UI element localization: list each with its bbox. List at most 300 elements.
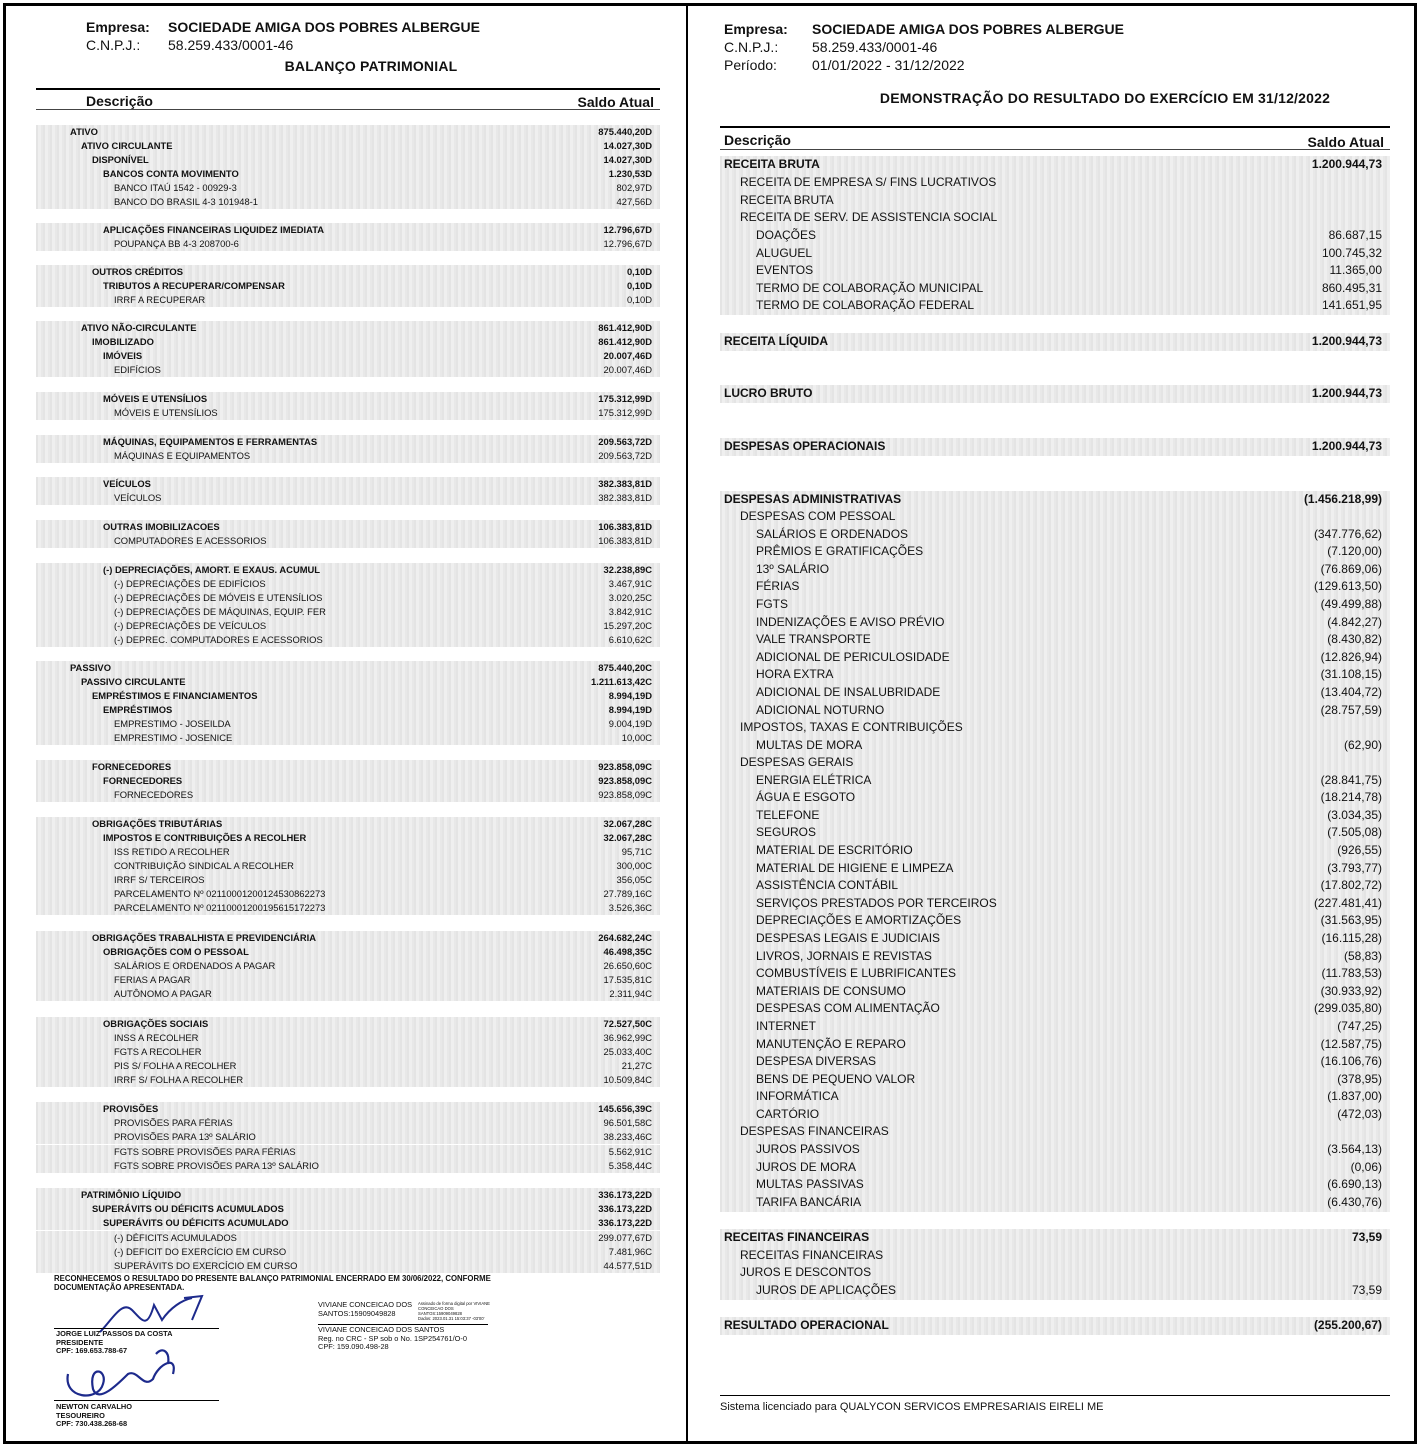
treasurer-block bbox=[56, 1403, 132, 1429]
row-description: CONTRIBUIÇÃO SINDICAL A RECOLHER bbox=[114, 860, 294, 871]
row-balance: 382.383,81D bbox=[598, 492, 652, 503]
row-balance: 3.020,25C bbox=[608, 592, 652, 603]
row-description: HORA EXTRA bbox=[756, 667, 834, 681]
accountant-block bbox=[318, 1326, 467, 1352]
president-role: PRESIDENTE bbox=[56, 1337, 104, 1347]
row-description: TARIFA BANCÁRIA bbox=[756, 1195, 862, 1209]
row-balance: 73,59 bbox=[1351, 1283, 1382, 1297]
table-row bbox=[720, 983, 1390, 1001]
table-row bbox=[720, 596, 1390, 614]
table-row bbox=[720, 1018, 1390, 1036]
row-description: VEÍCULOS bbox=[114, 492, 162, 503]
table-row bbox=[36, 1188, 660, 1202]
page-title: DEMONSTRAÇÃO DO RESULTADO DO EXERCÍCIO EM 31/12/2022 bbox=[879, 90, 1331, 106]
row-balance: (747,25) bbox=[1337, 1019, 1382, 1033]
table-row bbox=[720, 262, 1390, 280]
table-row bbox=[36, 279, 660, 293]
row-balance: 264.682,24C bbox=[598, 932, 652, 943]
row-balance: 861.412,90D bbox=[598, 322, 652, 333]
row-description: ENERGIA ELÉTRICA bbox=[756, 773, 872, 787]
row-description: IRRF A RECUPERAR bbox=[114, 294, 206, 305]
table-row bbox=[720, 192, 1390, 210]
table-row bbox=[36, 788, 660, 802]
row-description: CARTÓRIO bbox=[756, 1107, 820, 1121]
row-description: BENS DE PEQUENO VALOR bbox=[756, 1072, 916, 1086]
row-description: 13º SALÁRIO bbox=[756, 562, 830, 576]
row-balance: 96.501,58C bbox=[603, 1117, 652, 1128]
table-row bbox=[36, 605, 660, 619]
row-description: PARCELAMENTO Nº 02110001200195615172273 bbox=[114, 902, 326, 913]
row-description: RECEITA DE EMPRESA S/ FINS LUCRATIVOS bbox=[740, 175, 997, 189]
column-header bbox=[36, 88, 660, 110]
president-cpf: CPF: 169.653.788-67 bbox=[56, 1346, 128, 1355]
license-footer: Sistema licenciado para QUALYCON SERVICOS EMPRESARIAIS EIRELI ME bbox=[720, 1395, 1390, 1413]
company-line bbox=[724, 20, 1124, 39]
row-description: PROVISÕES bbox=[103, 1103, 159, 1114]
row-description: ATIVO CIRCULANTE bbox=[81, 140, 173, 151]
row-balance: 73,59 bbox=[1351, 1230, 1382, 1244]
table-row bbox=[36, 392, 660, 406]
row-description: EMPRESTIMO - JOSEILDA bbox=[114, 718, 231, 729]
row-description: IRRF S/ FOLHA A RECOLHER bbox=[114, 1074, 244, 1085]
row-description: ÁGUA E ESGOTO bbox=[756, 790, 856, 804]
row-balance: (227.481,41) bbox=[1313, 896, 1382, 910]
table-row bbox=[720, 526, 1390, 544]
table-row bbox=[720, 666, 1390, 684]
table-row bbox=[720, 649, 1390, 667]
column-description: Descrição bbox=[724, 132, 791, 148]
table-row bbox=[36, 449, 660, 463]
table-row bbox=[720, 561, 1390, 579]
row-description: (-) DÉFICITS ACUMULADOS bbox=[114, 1232, 237, 1243]
row-balance: (16.106,76) bbox=[1320, 1054, 1382, 1068]
table-row bbox=[720, 227, 1390, 245]
row-description: RECEITA BRUTA bbox=[724, 157, 820, 171]
cnpj-value: 58.259.433/0001-46 bbox=[168, 37, 294, 53]
row-description: PASSIVO bbox=[70, 662, 111, 673]
row-description: IMPOSTOS E CONTRIBUIÇÕES A RECOLHER bbox=[103, 832, 307, 843]
row-description: MULTAS PASSIVAS bbox=[756, 1177, 864, 1191]
table-row bbox=[36, 675, 660, 689]
row-balance: (3.564,13) bbox=[1327, 1142, 1382, 1156]
table-row bbox=[36, 265, 660, 279]
cnpj-label: C.N.P.J.: bbox=[724, 39, 779, 55]
table-row bbox=[36, 293, 660, 307]
row-balance: 5.358,44C bbox=[608, 1160, 652, 1171]
row-balance: 5.562,91C bbox=[608, 1146, 652, 1157]
row-balance: 175.312,99D bbox=[598, 407, 652, 418]
row-balance: (1.456.218,99) bbox=[1303, 492, 1382, 506]
table-row bbox=[720, 1141, 1390, 1159]
row-balance: 11.365,00 bbox=[1329, 263, 1382, 277]
row-description: FGTS A RECOLHER bbox=[114, 1046, 202, 1057]
table-row bbox=[720, 737, 1390, 755]
table-row bbox=[36, 237, 660, 251]
row-description: DESPESAS COM PESSOAL bbox=[740, 509, 896, 523]
row-balance: (0,06) bbox=[1350, 1160, 1382, 1174]
row-balance: 7.481,96C bbox=[608, 1246, 652, 1257]
row-balance: 382.383,81D bbox=[598, 478, 652, 489]
row-description: MÓVEIS E UTENSÍLIOS bbox=[114, 407, 218, 418]
company-name: SOCIEDADE AMIGA DOS POBRES ALBERGUE bbox=[812, 21, 1124, 37]
row-balance: (299.035,80) bbox=[1313, 1001, 1382, 1015]
column-header bbox=[720, 126, 1390, 150]
row-balance: 14.027,30D bbox=[603, 154, 652, 165]
row-description: COMBUSTÍVEIS E LUBRIFICANTES bbox=[756, 966, 957, 980]
row-description: IMOBILIZADO bbox=[92, 336, 154, 347]
row-description: MATERIAIS DE CONSUMO bbox=[756, 984, 906, 998]
row-description: LIVROS, JORNAIS E REVISTAS bbox=[756, 949, 932, 963]
row-balance: 32.067,28C bbox=[603, 818, 652, 829]
treasurer-name: NEWTON CARVALHO bbox=[56, 1402, 132, 1411]
period-label: Período: bbox=[724, 57, 777, 73]
row-description: MANUTENÇÃO E REPARO bbox=[756, 1037, 906, 1051]
row-balance: (472,03) bbox=[1337, 1107, 1382, 1121]
row-description: LUCRO BRUTO bbox=[724, 386, 813, 400]
table-row bbox=[720, 1106, 1390, 1124]
row-balance: 44.577,51D bbox=[603, 1260, 652, 1271]
table-row bbox=[720, 807, 1390, 825]
row-description: OUTROS CRÉDITOS bbox=[92, 266, 183, 277]
table-row bbox=[36, 1145, 660, 1159]
row-description: MÁQUINAS E EQUIPAMENTOS bbox=[114, 450, 251, 461]
table-row bbox=[720, 702, 1390, 720]
table-row bbox=[720, 684, 1390, 702]
row-balance: 25.033,40C bbox=[603, 1046, 652, 1057]
cnpj-value: 58.259.433/0001-46 bbox=[812, 39, 938, 55]
row-description: INSS A RECOLHER bbox=[114, 1032, 199, 1043]
row-balance: 923.858,09C bbox=[598, 775, 652, 786]
table-row bbox=[36, 491, 660, 505]
row-balance: 8.994,19D bbox=[608, 704, 652, 715]
table-row bbox=[36, 931, 660, 945]
row-description: EMPRÉSTIMOS E FINANCIAMENTOS bbox=[92, 690, 258, 701]
table-row bbox=[36, 153, 660, 167]
row-balance: 0,10D bbox=[626, 294, 652, 305]
table-row bbox=[36, 1116, 660, 1130]
table-row bbox=[36, 520, 660, 534]
row-balance: 0,10D bbox=[626, 266, 652, 277]
digital-signature-line-3: SANTOS:15909049828 bbox=[418, 1311, 462, 1316]
table-row bbox=[36, 577, 660, 591]
table-row bbox=[36, 139, 660, 153]
table-row bbox=[36, 406, 660, 420]
row-balance: (18.214,78) bbox=[1320, 790, 1382, 804]
row-description: VALE TRANSPORTE bbox=[756, 632, 871, 646]
row-balance: 175.312,99D bbox=[598, 393, 652, 404]
row-balance: 923.858,09C bbox=[598, 761, 652, 772]
cnpj-line bbox=[724, 38, 937, 57]
row-balance: 356,05C bbox=[616, 874, 652, 885]
row-description: OBRIGAÇÕES COM O PESSOAL bbox=[103, 946, 249, 957]
table-row bbox=[720, 965, 1390, 983]
column-balance: Saldo Atual bbox=[577, 94, 654, 110]
row-description: DISPONÍVEL bbox=[92, 154, 149, 165]
table-row bbox=[720, 156, 1390, 174]
row-balance: 336.173,22D bbox=[598, 1189, 652, 1200]
row-balance: 95,71C bbox=[621, 846, 652, 857]
row-description: DESPESA DIVERSAS bbox=[756, 1054, 877, 1068]
row-description: SALÁRIOS E ORDENADOS A PAGAR bbox=[114, 960, 276, 971]
row-description: ADICIONAL NOTURNO bbox=[756, 703, 885, 717]
table-row bbox=[36, 873, 660, 887]
row-description: ISS RETIDO A RECOLHER bbox=[114, 846, 230, 857]
table-row bbox=[720, 877, 1390, 895]
table-row bbox=[36, 760, 660, 774]
column-description: Descrição bbox=[86, 93, 153, 109]
table-row bbox=[36, 731, 660, 745]
row-description: RECEITAS FINANCEIRAS bbox=[724, 1230, 870, 1244]
row-description: SUPERÁVITS DO EXERCÍCIO EM CURSO bbox=[114, 1260, 298, 1271]
row-balance: 861.412,90D bbox=[598, 336, 652, 347]
row-description: SUPERÁVITS OU DÉFICITS ACUMULADO bbox=[103, 1217, 289, 1228]
row-description: PARCELAMENTO Nº 02110001200124530862273 bbox=[114, 888, 326, 899]
table-row bbox=[36, 1017, 660, 1031]
row-balance: 209.563,72D bbox=[598, 436, 652, 447]
table-row bbox=[36, 1031, 660, 1045]
table-row bbox=[36, 831, 660, 845]
table-row bbox=[720, 789, 1390, 807]
table-row bbox=[720, 912, 1390, 930]
row-balance: 802,97D bbox=[616, 182, 652, 193]
table-row bbox=[36, 563, 660, 577]
row-description: EDIFÍCIOS bbox=[114, 364, 161, 375]
table-row bbox=[720, 631, 1390, 649]
row-description: DESPESAS GERAIS bbox=[740, 755, 854, 769]
row-description: PROVISÕES PARA FÉRIAS bbox=[114, 1117, 233, 1128]
row-description: (-) DEPRECIAÇÕES, AMORT. E EXAUS. ACUMUL bbox=[103, 564, 321, 575]
row-balance: (8.430,82) bbox=[1327, 632, 1382, 646]
row-description: EVENTOS bbox=[756, 263, 814, 277]
row-description: EMPRÉSTIMOS bbox=[103, 704, 173, 715]
row-balance: (926,55) bbox=[1337, 843, 1382, 857]
row-description: DESPESAS LEGAIS E JUDICIAIS bbox=[756, 931, 941, 945]
table-row bbox=[720, 1036, 1390, 1054]
row-balance: (62,90) bbox=[1343, 738, 1382, 752]
row-balance: 9.004,19D bbox=[608, 718, 652, 729]
table-row bbox=[720, 1000, 1390, 1018]
row-balance: 15.297,20C bbox=[603, 620, 652, 631]
row-description: OBRIGAÇÕES TRABALHISTA E PREVIDENCIÁRIA bbox=[92, 932, 316, 943]
row-description: DESPESAS FINANCEIRAS bbox=[740, 1124, 889, 1138]
table-row bbox=[720, 824, 1390, 842]
table-row bbox=[36, 363, 660, 377]
row-balance: 427,56D bbox=[616, 196, 652, 207]
table-row bbox=[36, 181, 660, 195]
row-description: TERMO DE COLABORAÇÃO MUNICIPAL bbox=[756, 281, 984, 295]
row-description: JUROS DE MORA bbox=[756, 1160, 857, 1174]
table-row bbox=[36, 959, 660, 973]
table-row bbox=[36, 1259, 660, 1273]
row-balance: (31.563,95) bbox=[1320, 913, 1382, 927]
row-description: INFORMÁTICA bbox=[756, 1089, 839, 1103]
row-balance: (12.826,94) bbox=[1320, 650, 1382, 664]
row-description: PIS S/ FOLHA A RECOLHER bbox=[114, 1060, 237, 1071]
row-balance: 1.211.613,42C bbox=[591, 676, 652, 687]
row-balance: (13.404,72) bbox=[1320, 685, 1382, 699]
period-line bbox=[724, 56, 965, 75]
row-balance: 17.535,81C bbox=[603, 974, 652, 985]
row-description: SEGUROS bbox=[756, 825, 817, 839]
row-description: BANCO DO BRASIL 4-3 101948-1 bbox=[114, 196, 258, 207]
table-row bbox=[36, 1102, 660, 1116]
accountant-signed-id: SANTOS:15909049828 bbox=[318, 1308, 396, 1318]
row-description: (-) DEPRECIAÇÕES DE VEÍCULOS bbox=[114, 620, 267, 631]
row-balance: (3.793,77) bbox=[1327, 861, 1382, 875]
row-description: (-) DEFICIT DO EXERCÍCIO EM CURSO bbox=[114, 1246, 287, 1257]
row-balance: 141.651,95 bbox=[1321, 298, 1382, 312]
table-row bbox=[36, 619, 660, 633]
row-description: OBRIGAÇÕES TRIBUTÁRIAS bbox=[92, 818, 223, 829]
row-description: MÁQUINAS, EQUIPAMENTOS E FERRAMENTAS bbox=[103, 436, 318, 447]
row-description: VEÍCULOS bbox=[103, 478, 151, 489]
row-description: PRÊMIOS E GRATIFICAÇÕES bbox=[756, 544, 924, 558]
table-row bbox=[720, 578, 1390, 596]
table-row bbox=[36, 774, 660, 788]
page-title: BALANÇO PATRIMONIAL bbox=[284, 58, 458, 74]
accountant-name: VIVIANE CONCEICAO DOS SANTOS bbox=[318, 1325, 445, 1334]
table-row bbox=[36, 717, 660, 731]
row-balance: 1.200.944,73 bbox=[1311, 439, 1382, 453]
table-row bbox=[720, 333, 1390, 351]
table-row bbox=[720, 1264, 1390, 1282]
row-balance: 100.745,32 bbox=[1321, 246, 1382, 260]
row-description: RECEITAS FINANCEIRAS bbox=[740, 1248, 884, 1262]
table-row bbox=[36, 1059, 660, 1073]
row-description: BANCOS CONTA MOVIMENTO bbox=[103, 168, 239, 179]
treasurer-signature-line bbox=[54, 1400, 219, 1401]
row-balance: 21,27C bbox=[621, 1060, 652, 1071]
table-row bbox=[720, 174, 1390, 192]
table-row bbox=[720, 772, 1390, 790]
row-description: JUROS E DESCONTOS bbox=[740, 1265, 872, 1279]
row-balance: 10.509,84C bbox=[603, 1074, 652, 1085]
table-row bbox=[720, 438, 1390, 456]
row-balance: 14.027,30D bbox=[603, 140, 652, 151]
table-row bbox=[36, 845, 660, 859]
row-description: RECEITA LÍQUIDA bbox=[724, 334, 828, 348]
table-row bbox=[36, 945, 660, 959]
row-description: JUROS DE APLICAÇÕES bbox=[756, 1283, 897, 1297]
row-balance: (7.505,08) bbox=[1327, 825, 1382, 839]
row-balance: 923.858,09C bbox=[598, 789, 652, 800]
row-description: FERIAS A PAGAR bbox=[114, 974, 191, 985]
table-row bbox=[36, 689, 660, 703]
row-balance: (11.783,53) bbox=[1321, 966, 1382, 980]
row-description: TRIBUTOS A RECUPERAR/COMPENSAR bbox=[103, 280, 285, 291]
row-balance: 27.789,16C bbox=[603, 888, 652, 899]
row-balance: 86.687,15 bbox=[1328, 228, 1382, 242]
approval-note: RECONHECEMOS O RESULTADO DO PRESENTE BALANÇO PATRIMONIAL ENCERRADO EM 30/06/2022, CONFORME DOCUMENTAÇÃO APRESENTADA. bbox=[54, 1274, 491, 1292]
table-row bbox=[720, 895, 1390, 913]
accountant-cpf: CPF: 159.090.498-28 bbox=[318, 1342, 389, 1351]
row-balance: 106.383,81D bbox=[598, 521, 652, 532]
row-balance: (255.200,67) bbox=[1313, 1318, 1382, 1332]
table-row bbox=[36, 887, 660, 901]
row-balance: 36.962,99C bbox=[603, 1032, 652, 1043]
row-description: ATIVO NÃO-CIRCULANTE bbox=[81, 322, 197, 333]
row-balance: (28.841,75) bbox=[1320, 773, 1382, 787]
table-row bbox=[720, 719, 1390, 737]
row-description: JUROS PASSIVOS bbox=[756, 1142, 860, 1156]
table-row bbox=[36, 1045, 660, 1059]
row-balance: 209.563,72D bbox=[598, 450, 652, 461]
row-balance: 1.200.944,73 bbox=[1311, 386, 1382, 400]
row-description: PROVISÕES PARA 13º SALÁRIO bbox=[114, 1131, 256, 1142]
row-description: FORNECEDORES bbox=[92, 761, 172, 772]
table-row bbox=[36, 534, 660, 548]
row-description: MULTAS DE MORA bbox=[756, 738, 863, 752]
row-description: ASSISTÊNCIA CONTÁBIL bbox=[756, 878, 899, 892]
row-balance: 3.842,91C bbox=[608, 606, 652, 617]
digital-signature-line-1: Assinado de forma digital por VIVIANE bbox=[418, 1301, 490, 1306]
row-balance: 32.238,89C bbox=[603, 564, 652, 575]
table-row bbox=[720, 1194, 1390, 1212]
row-description: ADICIONAL DE PERICULOSIDADE bbox=[756, 650, 950, 664]
row-description: DESPESAS OPERACIONAIS bbox=[724, 439, 886, 453]
row-balance: (76.869,06) bbox=[1320, 562, 1382, 576]
row-description: OUTRAS IMOBILIZACOES bbox=[103, 521, 220, 532]
table-row bbox=[36, 661, 660, 675]
table-row bbox=[720, 543, 1390, 561]
table-row bbox=[720, 1247, 1390, 1265]
digital-signature-line-2: CONCEICAO DOS bbox=[418, 1306, 454, 1311]
row-balance: 336.173,22D bbox=[598, 1203, 652, 1214]
table-row bbox=[36, 435, 660, 449]
table-row bbox=[720, 842, 1390, 860]
table-row bbox=[36, 1202, 660, 1216]
row-balance: 20.007,46D bbox=[603, 350, 652, 361]
accountant-digital-signature bbox=[318, 1301, 490, 1321]
row-balance: 3.467,91C bbox=[608, 578, 652, 589]
table-row bbox=[36, 703, 660, 717]
column-balance: Saldo Atual bbox=[1307, 134, 1384, 150]
row-description: FÉRIAS bbox=[756, 579, 800, 593]
page-divider bbox=[686, 3, 688, 1444]
row-balance: 860.495,31 bbox=[1321, 281, 1382, 295]
row-balance: (3.034,35) bbox=[1327, 808, 1382, 822]
row-description: PASSIVO CIRCULANTE bbox=[81, 676, 186, 687]
table-row bbox=[36, 477, 660, 491]
table-row bbox=[36, 223, 660, 237]
table-row bbox=[720, 860, 1390, 878]
row-description: DEPRECIAÇÕES E AMORTIZAÇÕES bbox=[756, 913, 962, 927]
table-row bbox=[36, 987, 660, 1001]
row-balance: 299.077,67D bbox=[598, 1232, 652, 1243]
table-row bbox=[720, 930, 1390, 948]
row-balance: (31.108,15) bbox=[1320, 667, 1382, 681]
row-balance: 2.311,94C bbox=[609, 988, 652, 999]
row-description: INDENIZAÇÕES E AVISO PRÉVIO bbox=[756, 615, 945, 629]
company-label: Empresa: bbox=[724, 21, 788, 37]
table-row bbox=[36, 973, 660, 987]
row-balance: 0,10D bbox=[626, 280, 652, 291]
row-balance: (16.115,28) bbox=[1321, 931, 1382, 945]
row-balance: 336.173,22D bbox=[598, 1217, 652, 1228]
cnpj-line bbox=[86, 36, 293, 55]
table-row bbox=[720, 1088, 1390, 1106]
table-row bbox=[36, 195, 660, 209]
period-value: 01/01/2022 - 31/12/2022 bbox=[812, 57, 965, 73]
row-description: MATERIAL DE HIGIENE E LIMPEZA bbox=[756, 861, 954, 875]
row-description: IRRF S/ TERCEIROS bbox=[114, 874, 205, 885]
table-row bbox=[720, 508, 1390, 526]
cnpj-label: C.N.P.J.: bbox=[86, 37, 141, 53]
row-balance: 145.656,39C bbox=[598, 1103, 652, 1114]
table-row bbox=[36, 1073, 660, 1087]
row-balance: 6.610,62C bbox=[608, 634, 652, 645]
row-description: SUPERÁVITS OU DÉFICITS ACUMULADOS bbox=[92, 1203, 284, 1214]
